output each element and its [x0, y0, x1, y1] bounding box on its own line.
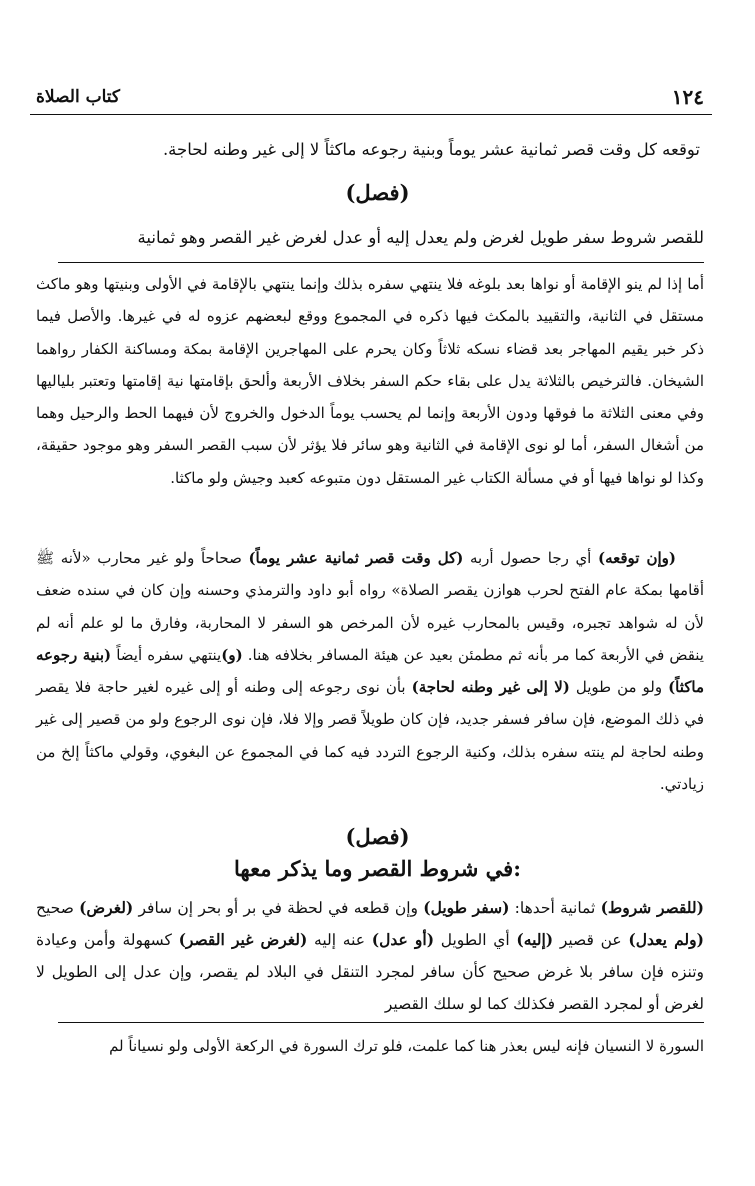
- sharh-paragraph-1: أما إذا لم ينو الإقامة أو نواها بعد بلوغه فلا ينتهي سفره بذلك وإنما ينتهي بالإقامة في الأولى وبنيتها وهو ماكث مستقل في الثانية، والتقييد بالمكث فيها ذكره في المجموع ووقع لبعضهم عزوه له في غيرها. والأصل فيما ذكر خبر يقيم المهاجر بعد قضاء نسكه ثلاثاً وكان يحرم على المهاجرين الإقامة بمكة ومساكنة الكفار رواهما الشيخان. فالترخيص بالثلاثة يدل على بقاء حكم السفر بخلاف الأربعة وألحق بإقامتها نية إقامتها وتعتبر بلياليها وفي معنى الثلاثة ما فوقها ودون الأربعة وإنما لم يحسب يوماً الدخول والخروج لأن فيهما الحط والرحيل وهما من أشغال السفر، أما لو نوى الإقامة في الثانية وهو سائر فلا يؤثر لأن سبب القصر السفر وهو موجود حقيقة، وكذا لو نواها فيها أو في مسألة الكتاب غير المستقل دون متبوعه كعبد وجيش ولو ماكثا.: [36, 275, 704, 487]
- section-2-paragraph: [36, 892, 704, 1020]
- section-text: أي الطويل: [434, 931, 517, 949]
- footnote-divider: [58, 1022, 704, 1023]
- bold-term: (وإن توقعه): [597, 549, 677, 567]
- matn-sharh-divider: [58, 262, 704, 263]
- bold-term: (و): [221, 645, 243, 664]
- section-text: عنه إليه: [307, 931, 372, 949]
- section-text: وإن قطعه في لحظة في بر أو بحر إن سافر: [133, 899, 424, 917]
- bold-term: (إليه): [516, 930, 554, 949]
- fasl-heading-2: (فصل): [345, 824, 410, 849]
- bold-term: (كل وقت قصر ثمانية عشر يوماً): [248, 549, 464, 567]
- bold-term: (سفر طويل): [423, 898, 510, 917]
- sharh-text: بأن نوى رجوعه إلى وطنه أو إلى غيره لغير حاجة فلا يقصر في ذلك الموضع، فإن سافر فسفر جديد، فإن كان طويلاً قصر وإلا فلا، فإن نوى الرجوع ولو من قصير إلى غير وطنه لحاجة لم ينته سفره بذلك، وكنية الرجوع التردد فيه كما في المجموع عن البغوي، وقولي ماكثاً إلخ من زيادتي.: [36, 678, 704, 794]
- page-header: [36, 80, 704, 114]
- footnote-continuation: السورة لا النسيان فإنه ليس بعذر هنا كما علمت، فلو ترك السورة في الركعة الأولى ولو نسياناً لم: [109, 1037, 704, 1055]
- book-title: كتاب الصلاة: [36, 87, 121, 107]
- sharh-text: ينتهي سفره أيضاً: [111, 645, 222, 664]
- sharh-paragraph-2: [36, 542, 704, 800]
- bold-term: (للقصر شروط): [600, 898, 704, 917]
- bold-term: (ولم يعدل): [628, 930, 704, 949]
- section-subheading: في شروط القصر وما يذكر معها:: [234, 856, 521, 881]
- bold-term: (لا إلى غير وطنه لحاجة): [411, 678, 570, 697]
- section-text: كسهولة وأمن وعيادة وتنزه فإن سافر بلا غرض صحيح كأن سافر لمجرد التنقل في البلاد لم يقصر، وإن عدل إلى الطويل لا لغرض أو لمجرد القصر فكذلك كما لو سلك القصير: [36, 931, 704, 1013]
- bold-term: (لغرض): [79, 898, 134, 917]
- header-rule: [30, 114, 712, 115]
- sharh-text: صحاحاً ولو غير محارب «لأنه ﷺ أقامها بمكة عام الفتح لحرب هوازن يقصر الصلاة» رواه أبو داود والترمذي وحسنه وإن كان في سنده ضعف لأن له شواهد تجبره، وقيس بالمحارب غيره لأن المرخص هو السفر لا المحاربة، وفارق ما لو علم أنه لم ينقض في الأربعة كما مر بأنه ثم مطمئن بعيد عن هيئة المسافر بخلافه هنا.: [36, 549, 704, 664]
- bold-term: (أو عدل): [371, 930, 435, 949]
- bold-term: (بنية رجوعه ماكثاً): [36, 645, 705, 697]
- page-number: ١٢٤: [671, 85, 704, 109]
- sharh-text: أي رجا حصول أربه: [463, 549, 598, 567]
- sharh-text: ولو من طويل: [569, 678, 669, 697]
- bold-term: (لغرض غير القصر): [178, 930, 308, 949]
- section-text: ثمانية أحدها:: [509, 899, 601, 917]
- fasl-heading-1: (فصل): [345, 180, 410, 205]
- section-text: عن قصير: [553, 931, 629, 949]
- section-text: صحيح: [36, 899, 80, 917]
- matn-line-1: توقعه كل وقت قصر ثمانية عشر يوماً وبنية رجوعه ماكثاً لا إلى غير وطنه لحاجة.: [162, 140, 700, 159]
- matn-line-2: للقصر شروط سفر طويل لغرض ولم يعدل إليه أو عدل لغرض غير القصر وهو ثمانية: [137, 228, 704, 247]
